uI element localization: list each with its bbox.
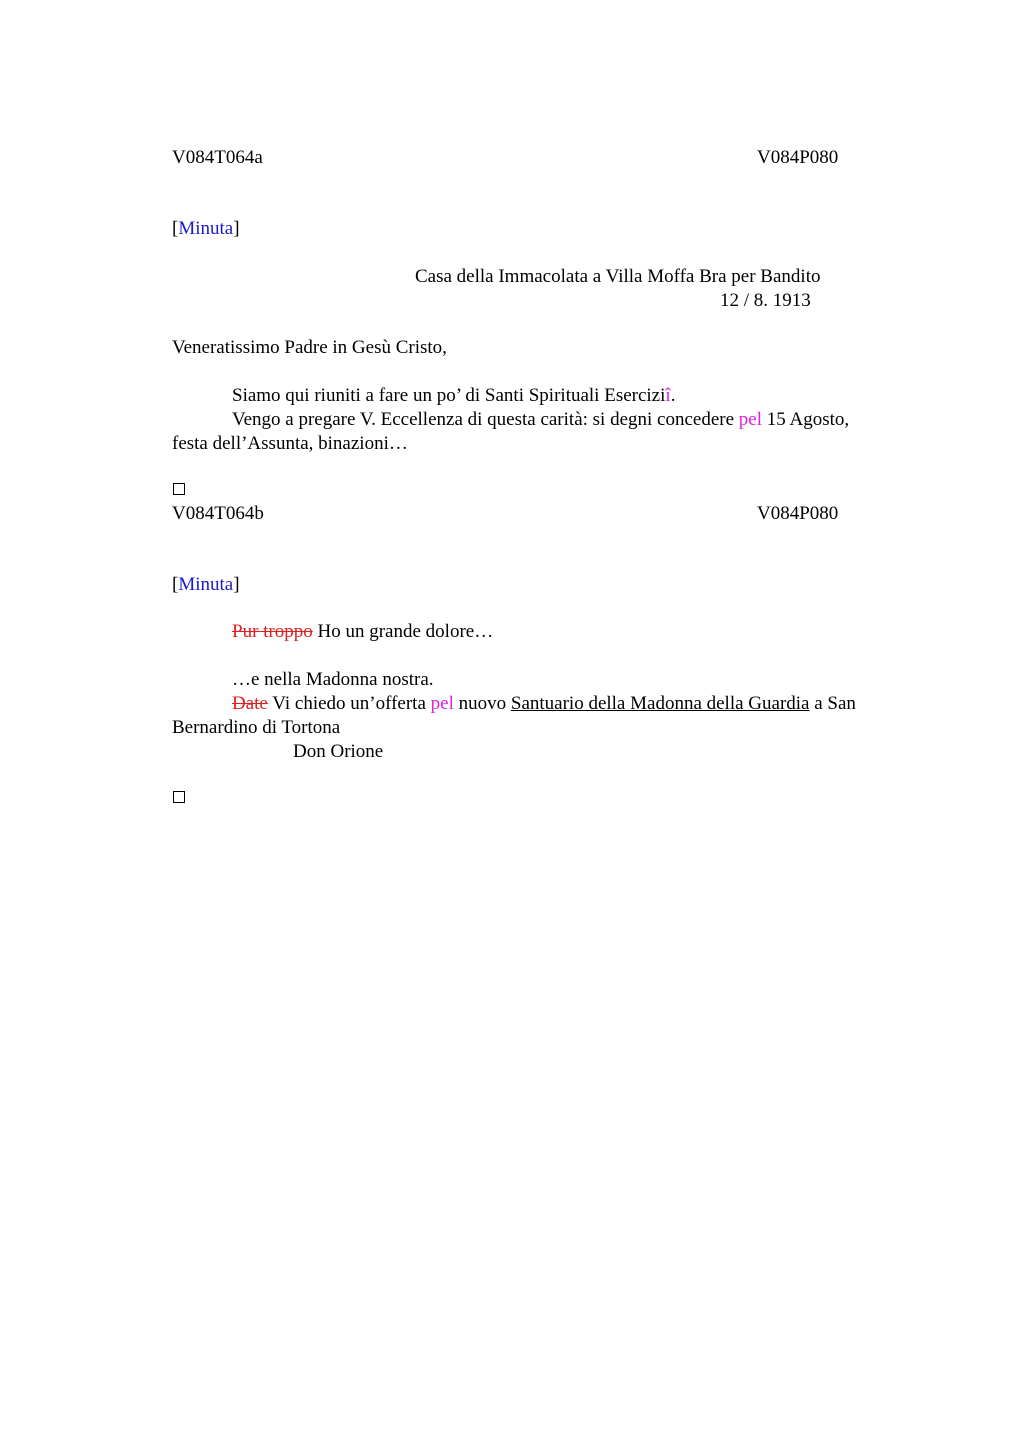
minuta-label-b — [172, 573, 240, 597]
b-line-3-text-1: Vi chiedo un’offerta — [267, 693, 431, 714]
paragraph-1-end: . — [670, 385, 676, 406]
minuta-word: Minuta — [178, 218, 234, 239]
minuta-label-a — [172, 217, 240, 241]
doc-code-right-b: V084P080 — [757, 503, 839, 524]
bracket-open: [ — [172, 218, 179, 239]
b-line-3-text-2: nuovo — [453, 693, 511, 714]
paragraph-2-before: Vengo a pregare V. Eccellenza di questa carità: si degni concedere — [232, 409, 739, 430]
paragraph-1-mark: î — [665, 385, 671, 406]
bracket-open: [ — [172, 574, 179, 595]
end-marker-box-b — [173, 791, 185, 803]
b-line-3-text-3: a San — [809, 693, 856, 714]
end-marker-box-a — [173, 483, 185, 495]
bracket-close: ] — [233, 574, 240, 595]
place-line: Casa della Immacolata a Villa Moffa Bra per Bandito — [415, 266, 821, 287]
paragraph-2-line-1 — [232, 408, 849, 432]
b-line-3 — [232, 692, 856, 716]
b-line-2: …e nella Madonna nostra. — [232, 669, 434, 690]
paragraph-2-pel: pel — [738, 409, 763, 430]
minuta-word: Minuta — [178, 574, 234, 595]
doc-code-left-a: V084T064a — [172, 147, 263, 168]
doc-code-left-b: V084T064b — [172, 503, 264, 524]
salutation: Veneratissimo Padre in Gesù Cristo, — [172, 337, 447, 358]
struck-text: Date — [232, 693, 268, 714]
b-line-1 — [232, 620, 493, 644]
underlined-sanctuary-name: Santuario della Madonna della Guardia — [510, 693, 810, 714]
date-line: 12 / 8. 1913 — [720, 290, 811, 311]
doc-code-right-a: V084P080 — [757, 147, 839, 168]
signature: Don Orione — [293, 741, 384, 762]
paragraph-2-line-2: festa dell’Assunta, binazioni… — [172, 433, 408, 454]
paragraph-1-text: Siamo qui riuniti a fare un po’ di Santi Spirituali Esercizi — [232, 385, 666, 406]
paragraph-2-after: 15 Agosto, — [762, 409, 850, 430]
b-line-1-text: Ho un grande dolore… — [312, 621, 494, 642]
b-line-3-continuation: Bernardino di Tortona — [172, 717, 341, 738]
paragraph-1 — [232, 384, 675, 408]
struck-text: Pur troppo — [232, 621, 313, 642]
b-line-3-pel: pel — [430, 693, 454, 714]
bracket-close: ] — [233, 218, 240, 239]
